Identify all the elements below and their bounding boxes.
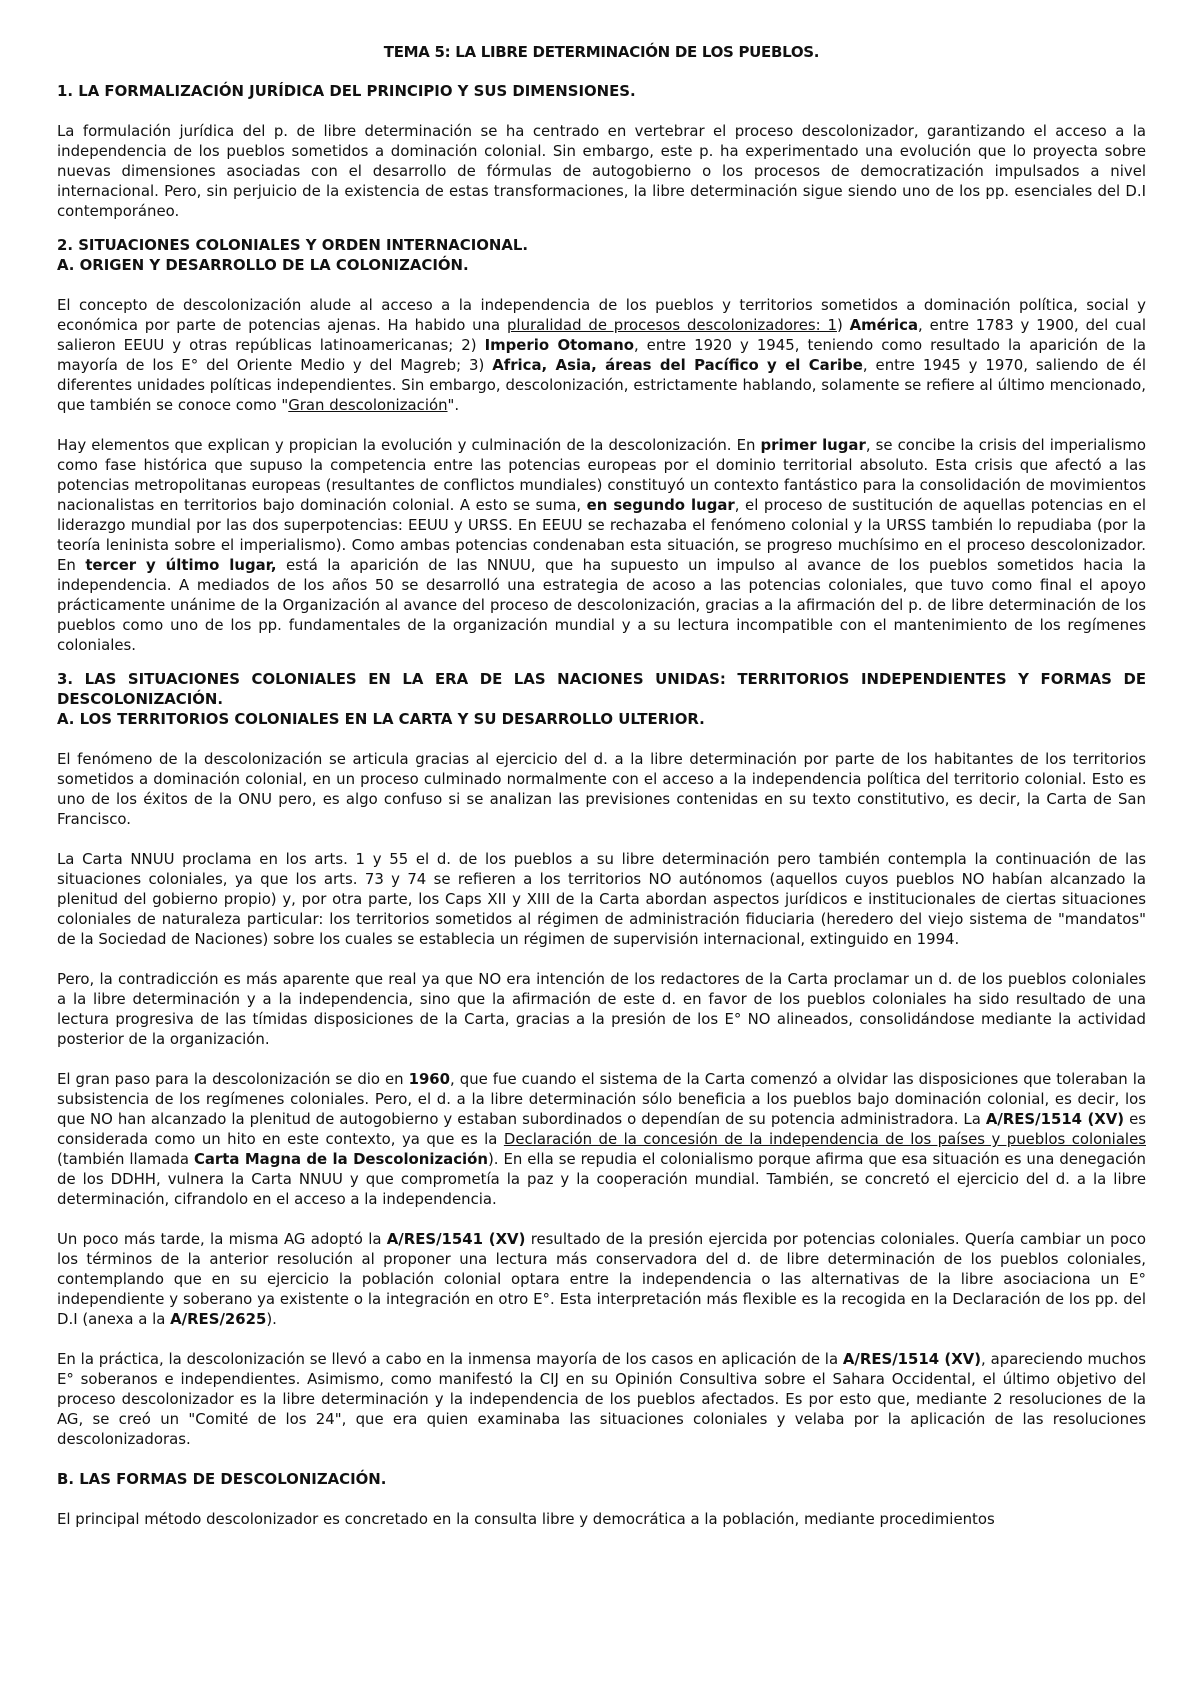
section-3-paragraph-4: El gran paso para la descolonización se dio en 1960, que fue cuando el sistema de la Carta comenzó a olvidar las disposiciones que toleraban la subsistencia de los regímenes coloniales. Pero, el d. a la libre determinación sólo beneficia a los pueblos bajo dominación colonial, es decir, los que NO han alcanzado la plenitud de autogobierno y estaban subordinados o dependían de su potencia administradora. La A/RES/1514 (XV) es considerada como un hito en este contexto, ya que es la Declaración de la concesión de la independencia de los países y pueblos coloniales (también llamada Carta Magna de la Descolonización). En ella se repudia el colonialismo porque afirma que esa situación es una denegación de los DDHH, vulnera la Carta NNUU y que comprometía la paz y la cooperación mundial. También, se concretó el ejercicio del d. a la libre determinación, cifrandolo en el acceso a la independencia. bbox=[57, 1070, 1146, 1208]
section-3-paragraph-6: En la práctica, la descolonización se llevó a cabo en la inmensa mayoría de los casos en aplicación de la A/RES/1514 (XV), apareciendo muchos E° soberanos e independientes. Asimismo, como manifestó la CIJ en su Opinión Consultiva sobre el Sahara Occidental, el último objetivo del proceso descolonizador es la libre determinación y la independencia de los pueblos afectados. Es por esto que, mediante 2 resoluciones de la AG, se creó un "Comité de los 24", que era quien examinaba las situaciones coloniales y velaba por la aplicación de las resoluciones descolonizadoras. bbox=[57, 1350, 1146, 1448]
section-2-heading: 2. SITUACIONES COLONIALES Y ORDEN INTERNACIONAL. bbox=[57, 236, 529, 254]
section-1-paragraph: La formulación jurídica del p. de libre determinación se ha centrado en vertebrar el proceso descolonizador, garantizando el acceso a la independencia de los pueblos sometidos a dominación colonial. Sin embargo, este p. ha experimentado una evolución que lo proyecta sobre nuevas dimensiones asociadas con el desarrollo de fórmulas de autogobierno o los procesos de democratización impulsados a nivel internacional. Pero, sin perjuicio de la existencia de estas transformaciones, la libre determinación sigue siendo uno de los pp. esenciales del D.I contemporáneo. bbox=[57, 122, 1146, 220]
section-3-paragraph-3: Pero, la contradicción es más aparente que real ya que NO era intención de los redactores de la Carta proclamar un d. de los pueblos coloniales a la libre determinación y a la independencia, sino que la afirmación de este d. en favor de los pueblos coloniales ha sido resultado de una lectura progresiva de las tímidas disposiciones de la Carta, gracias a la presión de los E° NO alineados, consolidándose mediante la actividad posterior de la organización. bbox=[57, 970, 1146, 1048]
section-3-paragraph-2: La Carta NNUU proclama en los arts. 1 y 55 el d. de los pueblos a su libre determinación pero también contempla la continuación de las situaciones coloniales, ya que los arts. 73 y 74 se refieren a los territorios NO autónomos (aquellos cuyos pueblos NO habían alcanzado la plenitud del gobierno propio) y, por otra parte, los Caps XII y XIII de la Carta abordan aspectos jurídicos e institucionales de ciertas situaciones coloniales de naturaleza particular: los territorios sometidos al régimen de administración fiduciaria (heredero del viejo sistema de "mandatos" de la Sociedad de Naciones) sobre los cuales se establecia un régimen de supervisión internacional, extinguido en 1994. bbox=[57, 850, 1146, 948]
section-3b-paragraph: El principal método descolonizador es concretado en la consulta libre y democrática a la población, mediante procedimientos bbox=[57, 1510, 995, 1528]
document-title: TEMA 5: LA LIBRE DETERMINACIÓN DE LOS PUEBLOS. bbox=[383, 43, 820, 61]
section-3-paragraph-1: El fenómeno de la descolonización se articula gracias al ejercicio del d. a la libre determinación por parte de los habitantes de los territorios sometidos a dominación colonial, en un proceso culminado normalmente con el acceso a la independencia política del territorio colonial. Esto es uno de los éxitos de la ONU pero, es algo confuso si se analizan las previsiones contenidas en su texto constitutivo, es decir, la Carta de San Francisco. bbox=[57, 750, 1146, 828]
section-1-heading: 1. LA FORMALIZACIÓN JURÍDICA DEL PRINCIPIO Y SUS DIMENSIONES. bbox=[57, 82, 636, 100]
section-3-paragraph-5: Un poco más tarde, la misma AG adoptó la A/RES/1541 (XV) resultado de la presión ejercida por potencias coloniales. Quería cambiar un poco los términos de la anterior resolución al proponer una lectura más conservadora del d. de libre determinación de los pueblos coloniales, contemplando que en su ejercicio la población colonial optara entre la independencia o las alternativas de la libre asociaciona un E° independiente y soberano ya existente o la integración en otro E°. Esta interpretación más flexible es la recogida en la Declaración de los pp. del D.I (anexa a la A/RES/2625). bbox=[57, 1230, 1146, 1328]
section-3a-subheading: A. LOS TERRITORIOS COLONIALES EN LA CARTA Y SU DESARROLLO ULTERIOR. bbox=[57, 710, 705, 728]
section-2-paragraph-2: Hay elementos que explican y propician la evolución y culminación de la descolonización. En primer lugar, se concibe la crisis del imperialismo como fase histórica que supuso la competencia entre las potencias europeas por el dominio territorial absoluto. Esta crisis que afectó a las potencias metropolitanas europeas (resultantes de conflictos mundiales) constituyó un contexto fantástico para la consolidación de movimientos nacionalistas en territorios bajo dominación colonial. A esto se suma, en segundo lugar, el proceso de sustitución de aquellas potencias en el liderazgo mundial por las dos superpotencias: EEUU y URSS. En EEUU se rechazaba el fenómeno colonial y la URSS también lo repudiaba (por la teoría leninista sobre el imperialismo). Como ambas potencias condenaban esta situación, se progreso muchísimo en el proceso descolonizador. En tercer y último lugar, está la aparición de las NNUU, que ha supuesto un impulso al avance de los pueblos sometidos hacia la independencia. A mediados de los años 50 se desarrolló una estrategia de acoso a las potencias coloniales, que tuvo como final el apoyo prácticamente unánime de la Organización al avance del proceso de descolonización, gracias a la afirmación del p. de libre determinación de los pueblos como uno de los pp. fundamentales de la organización mundial y a su lectura incompatible con el mantenimiento de los regímenes coloniales. bbox=[57, 436, 1146, 654]
section-3b-subheading: B. LAS FORMAS DE DESCOLONIZACIÓN. bbox=[57, 1470, 387, 1488]
section-2-paragraph-1: El concepto de descolonización alude al acceso a la independencia de los pueblos y territorios sometidos a dominación política, social y económica por parte de potencias ajenas. Ha habido una pluralidad de procesos descolonizadores: 1) América, entre 1783 y 1900, del cual salieron EEUU y otras repúblicas latinoamericanas; 2) Imperio Otomano, entre 1920 y 1945, teniendo como resultado la aparición de la mayoría de los E° del Oriente Medio y del Magreb; 3) Africa, Asia, áreas del Pacífico y el Caribe, entre 1945 y 1970, saliendo de él diferentes unidades políticas independientes. Sin embargo, descolonización, estrictamente hablando, solamente se refiere al último mencionado, que también se conoce como "Gran descolonización". bbox=[57, 296, 1147, 414]
section-2a-subheading: A. ORIGEN Y DESARROLLO DE LA COLONIZACIÓN. bbox=[57, 256, 469, 274]
section-3-heading: 3. LAS SITUACIONES COLONIALES EN LA ERA DE LAS NACIONES UNIDAS: TERRITORIOS INDEPENDIENTES Y FORMAS DE DESCOLONIZACIÓN. bbox=[57, 670, 1146, 708]
